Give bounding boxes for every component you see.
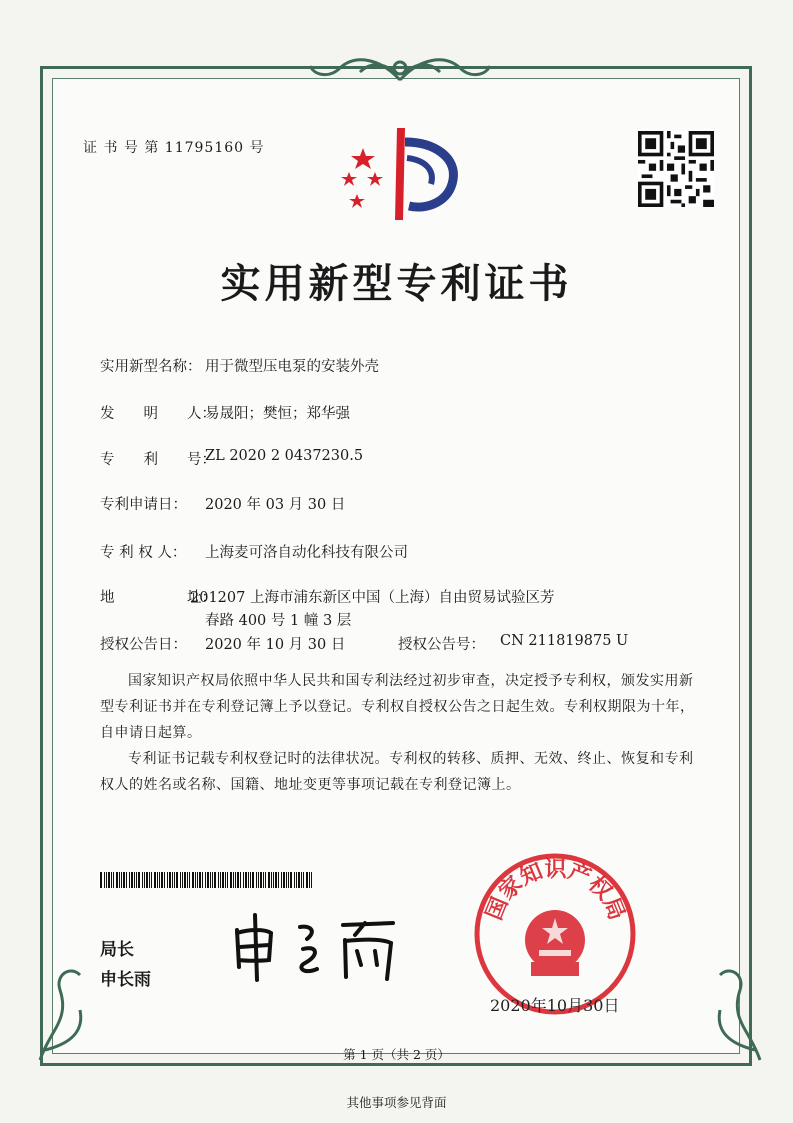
field-label: 发 明 人： — [100, 406, 216, 422]
cnipa-logo — [335, 128, 465, 228]
seal-date: 2020年10月30日 — [490, 996, 620, 1015]
statement-paragraph: 专利证书记载专利权登记时的法律状况。专利权的转移、质押、无效、终止、恢复和专利权人的姓名或名称、国籍、地址变更等事项记载在专利登记簿上。 — [100, 751, 694, 793]
certificate-number: 证 书 号 第 11795160 号 — [83, 140, 265, 156]
field-label: 专 利 权 人： — [100, 545, 187, 561]
field-value-line2: 春路 400 号 1 幢 3 层 — [205, 613, 352, 629]
field-patent-number — [0, 448, 793, 470]
top-ornament — [300, 48, 500, 88]
barcode — [100, 872, 315, 888]
field-application-date — [0, 493, 793, 515]
field-label: 实用新型名称： — [100, 359, 202, 375]
field-value: 用于微型压电泵的安装外壳 — [205, 359, 379, 375]
grant-date-value: 2020 年 10 月 30 日 — [205, 637, 346, 653]
director-name: 申长雨 — [100, 970, 151, 990]
field-inventor — [0, 402, 793, 424]
field-value: 201207 上海市浦东新区中国（上海）自由贸易试验区芳 — [190, 590, 555, 606]
field-label: 地 址： — [100, 590, 216, 606]
field-label: 专 利 号： — [100, 452, 216, 468]
field-patentee — [0, 541, 793, 563]
field-value: 上海麦可洛自动化科技有限公司 — [205, 545, 408, 561]
seal-text: 国家知识产权局 — [481, 857, 630, 924]
field-grant-info — [0, 633, 793, 655]
qr-code — [638, 131, 714, 207]
director-title: 局长 — [100, 940, 134, 960]
field-value: 2020 年 03 月 30 日 — [205, 497, 346, 513]
director-signature — [225, 905, 405, 985]
page-indicator: 第 1 页（共 2 页） — [343, 1047, 450, 1062]
field-utility-model-name — [0, 355, 793, 377]
grant-number-value: CN 211819875 U — [500, 633, 629, 649]
certificate-title: 实用新型专利证书 — [220, 260, 573, 307]
field-label: 专利申请日： — [100, 497, 187, 513]
statement-paragraph: 国家知识产权局依照中华人民共和国专利法经过初步审查，决定授予专利权，颁发实用新型专利证书并在专利登记簿上予以登记。专利权自授权公告之日起生效。专利权期限为十年，自申请日起算。 — [100, 673, 695, 741]
grant-date-label: 授权公告日： — [100, 637, 187, 653]
back-note: 其他事项参见背面 — [346, 1095, 447, 1110]
field-value: 易晟阳；樊恒；郑华强 — [205, 406, 350, 422]
grant-number-label: 授权公告号： — [398, 637, 485, 653]
field-address — [0, 586, 793, 630]
statement-text — [100, 668, 700, 798]
field-value: ZL 2020 2 0437230.5 — [205, 448, 364, 464]
